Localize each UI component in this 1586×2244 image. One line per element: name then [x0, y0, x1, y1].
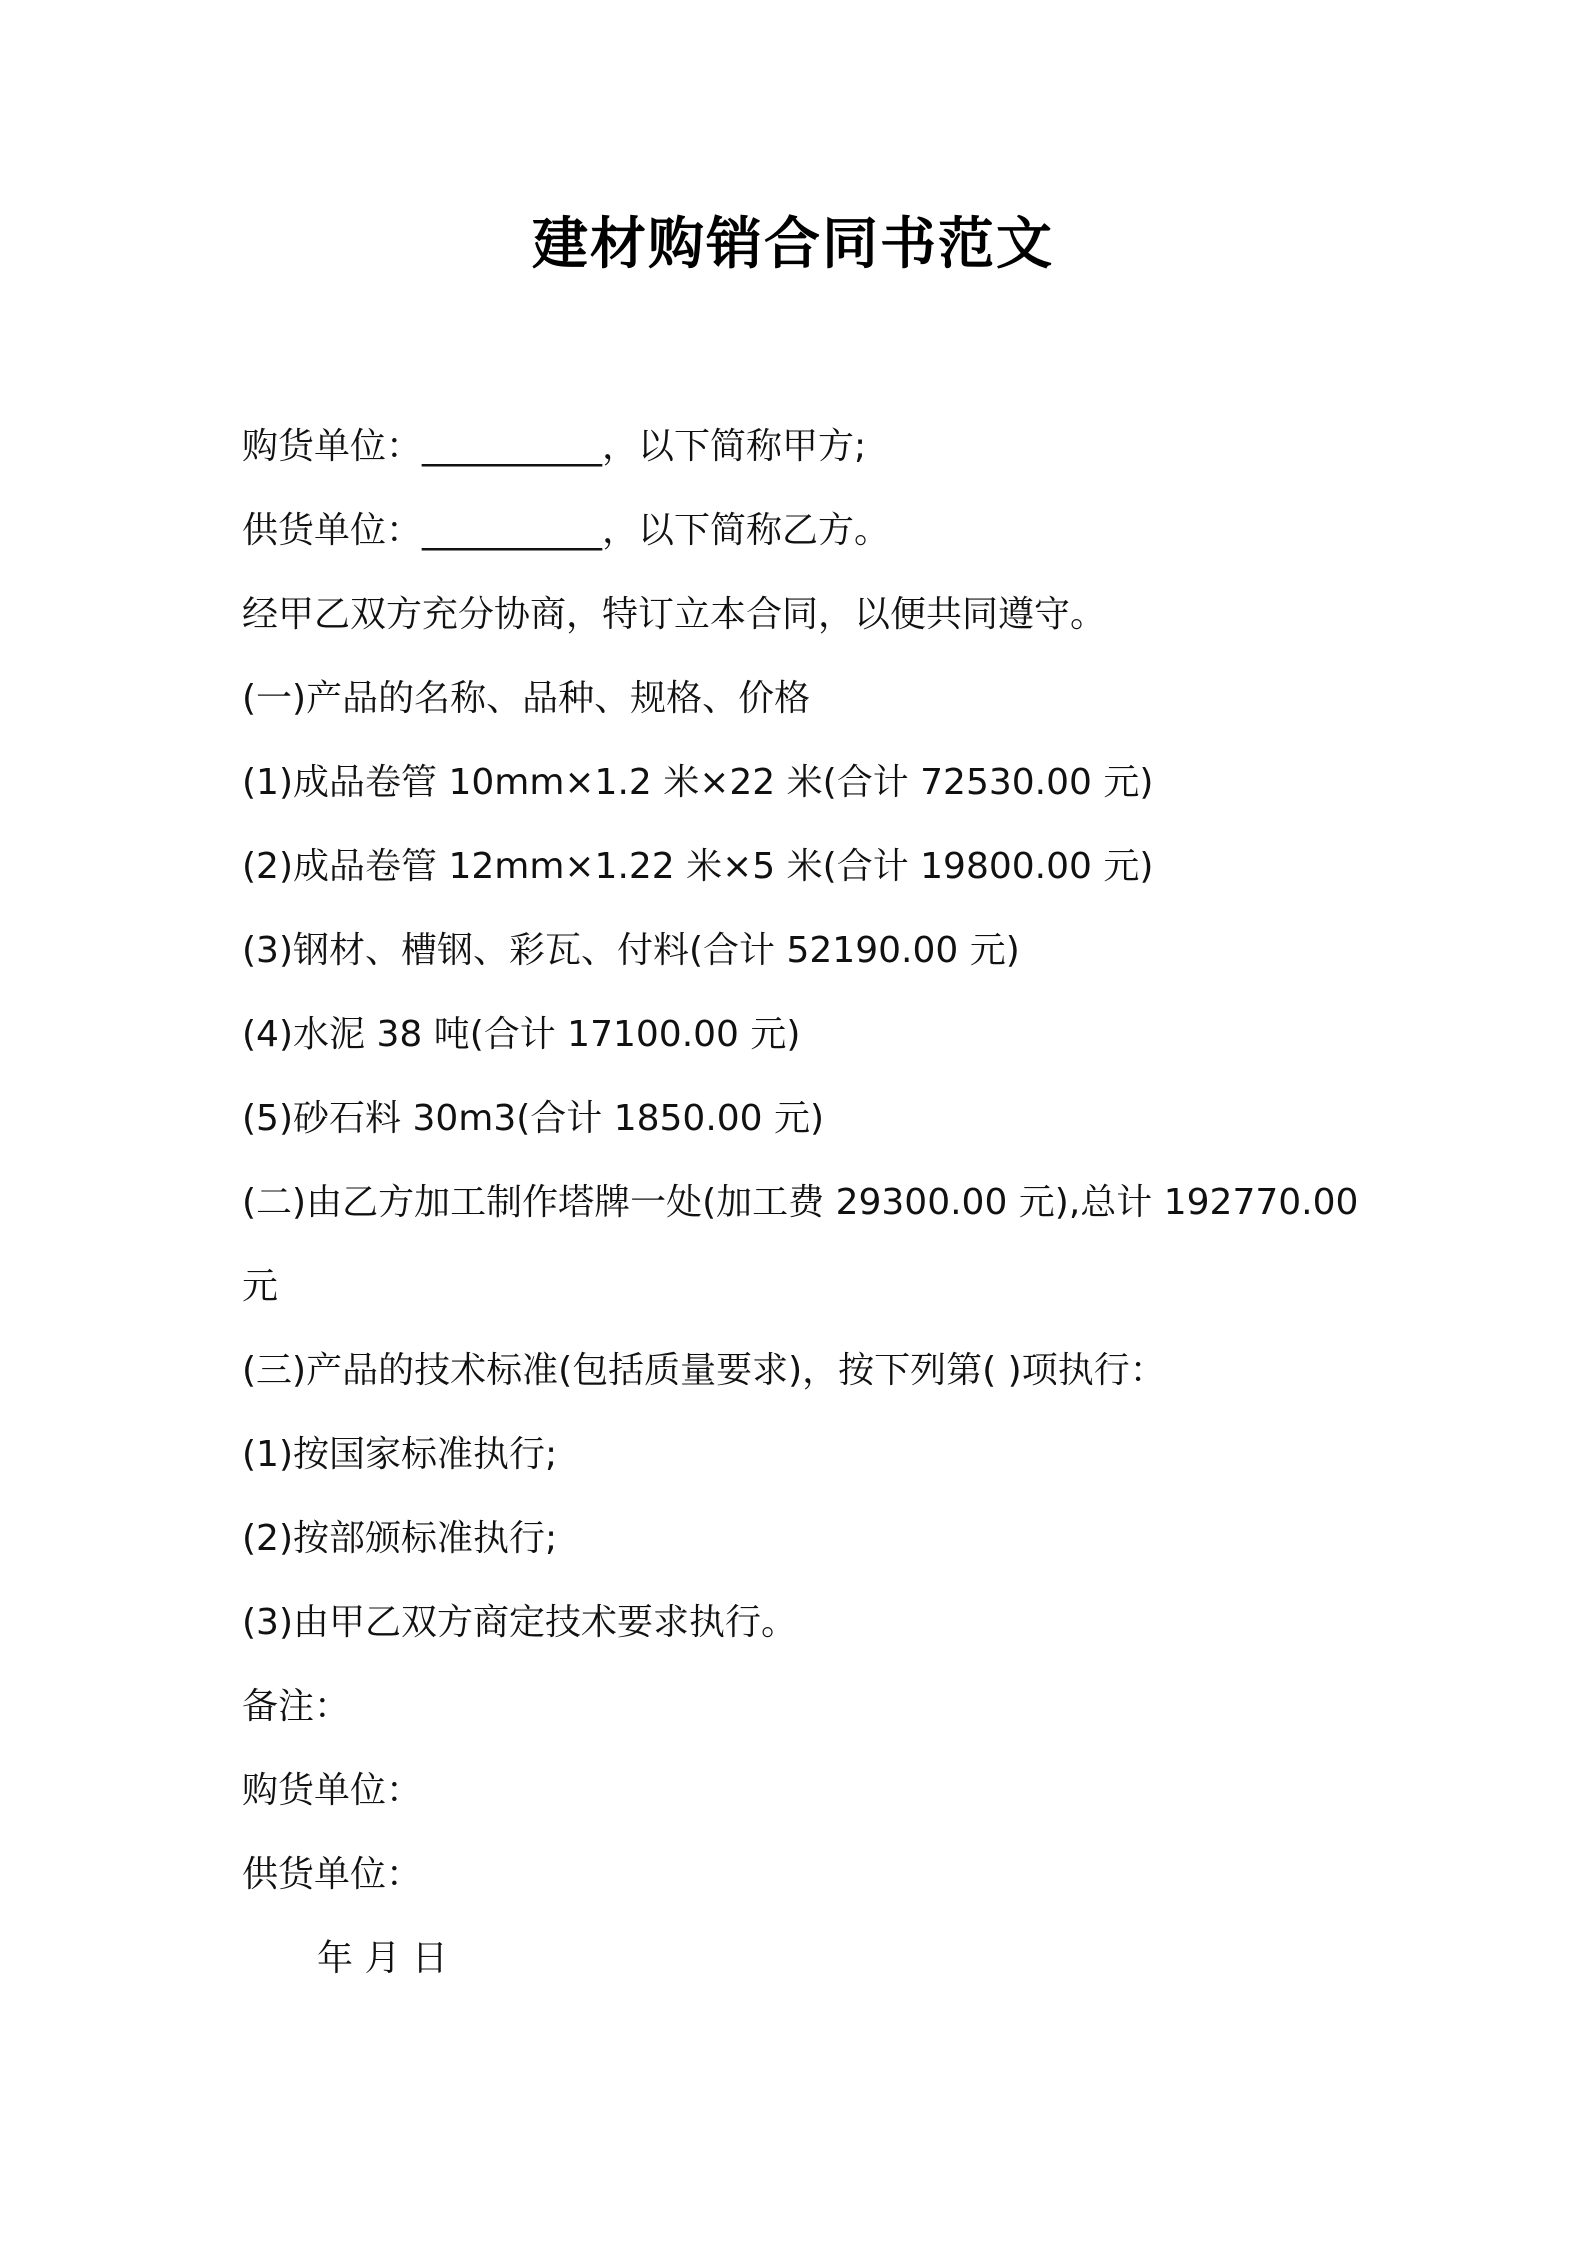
- standard-option-3: (3)由甲乙双方商定技术要求执行。: [242, 1602, 797, 1643]
- standard-option-1: (1)按国家标准执行;: [242, 1434, 558, 1475]
- product-item-4: (4)水泥 38 吨(合计 17100.00 元): [242, 1014, 801, 1055]
- document-title: 建材购销合同书范文: [532, 212, 1054, 277]
- date-line: 年 月 日: [317, 1938, 448, 1979]
- section-two-line: (二)由乙方加工制作塔牌一处(加工费 29300.00 元),总计 192770.00: [242, 1182, 1359, 1223]
- buyer-signature-label: 购货单位：: [242, 1770, 423, 1811]
- product-item-5: (5)砂石料 30m3(合计 1850.00 元): [242, 1098, 825, 1139]
- standard-option-2: (2)按部颁标准执行;: [242, 1518, 558, 1559]
- product-item-3: (3)钢材、槽钢、彩瓦、付料(合计 52190.00 元): [242, 930, 1020, 971]
- supplier-line: 供货单位：__________，以下简称乙方。: [242, 510, 891, 551]
- document-body: [242, 405, 1362, 2001]
- section-one-heading: (一)产品的名称、品种、规格、价格: [242, 678, 811, 719]
- buyer-line: 购货单位：__________，以下简称甲方;: [242, 426, 867, 467]
- section-two-continuation: 元: [242, 1266, 279, 1307]
- product-item-2: (2)成品卷管 12mm×1.22 米×5 米(合计 19800.00 元): [242, 846, 1154, 887]
- section-three-heading: (三)产品的技术标准(包括质量要求)，按下列第( )项执行：: [242, 1350, 1166, 1391]
- product-item-1: (1)成品卷管 10mm×1.2 米×22 米(合计 72530.00 元): [242, 762, 1154, 803]
- supplier-signature-label: 供货单位：: [242, 1854, 423, 1895]
- remarks-label: 备注：: [242, 1686, 351, 1727]
- agreement-line: 经甲乙双方充分协商，特订立本合同，以便共同遵守。: [242, 594, 1107, 635]
